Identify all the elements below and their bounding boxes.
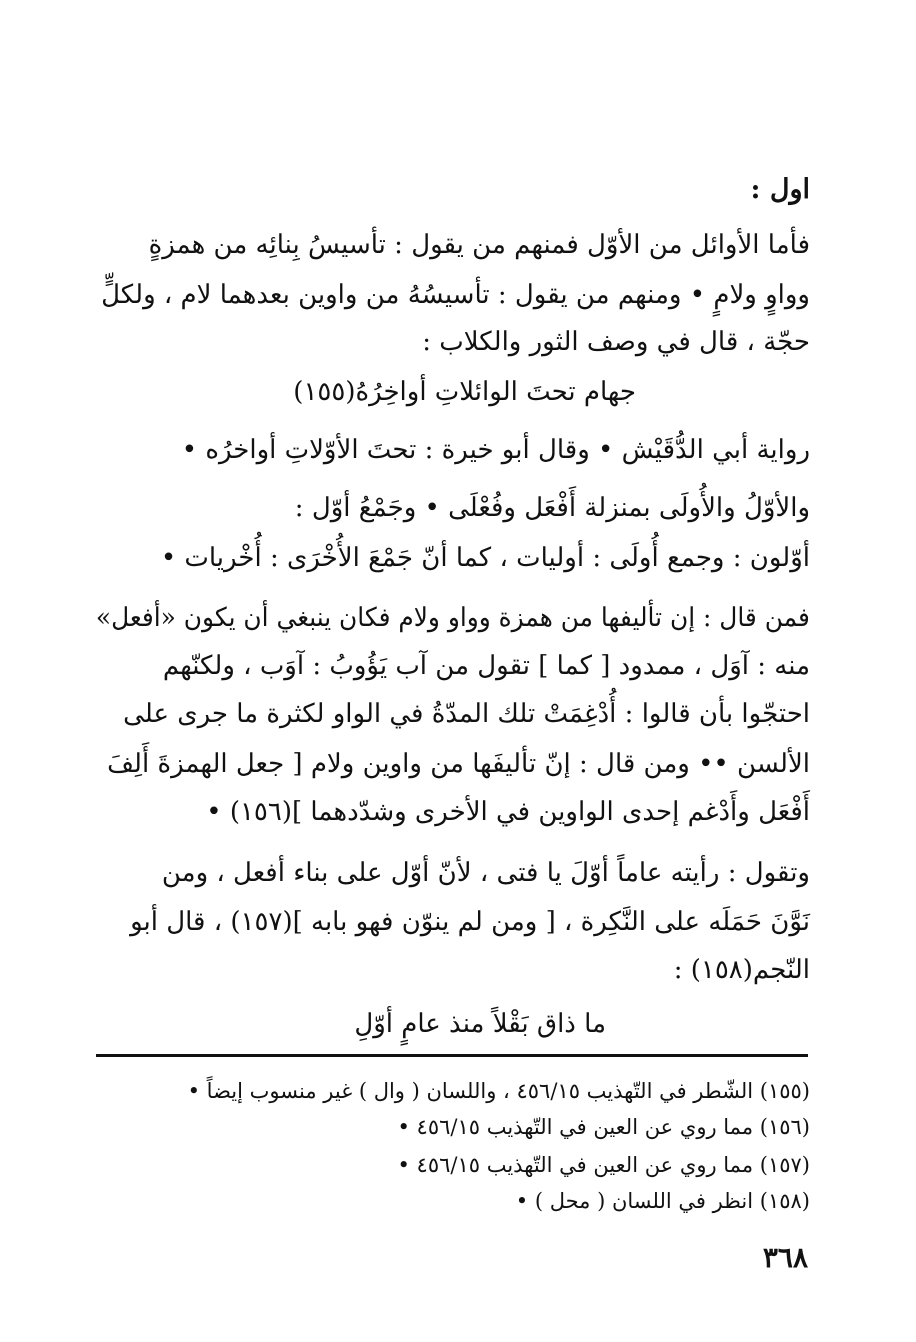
text-line: فمن قال : إن تأليفها من همزة وواو ولام فكان ينبغي أن يكون «أفعل»	[95, 603, 810, 633]
text-line: أوّلون : وجمع أُولَى : أوليات ، كما أنّ جَمْعَ الأُخْرَى : أُخْريات •	[160, 543, 810, 573]
text-line: احتجّوا بأن قالوا : أُدْغِمَتْ تلك المدّةُ في الواو لكثرة ما جرى على	[123, 699, 810, 729]
footnote: (١٥٦) مما روي عن العين في التّهذيب ٤٥٦/١٥ •	[397, 1115, 810, 1139]
text-line: نَوَّنَ حَمَلَه على النَّكِرة ، [ ومن لم ينوّن فهو بابه ](١٥٧) ، قال أبو	[130, 907, 810, 937]
text-line: منه : آوَل ، ممدود [ كما ] تقول من آب يَؤُوبُ : آوَب ، ولكنّهم	[162, 651, 810, 681]
footnote: (١٥٥) الشّطر في التّهذيب ٤٥٦/١٥ ، واللسان ( وال ) غير منسوب إيضاً •	[187, 1079, 810, 1103]
verse-line: ما ذاق بَقْلاً منذ عامٍ أوّلِ	[354, 1009, 606, 1039]
text-line: فأما الأوائل من الأوّل فمنهم من يقول : تأسيسُ بِنائِه من همزةٍ	[148, 230, 810, 260]
text-line: الألسن •• ومن قال : إنّ تأليفَها من واوين ولام [ جعل الهمزةَ أَلِفَ	[107, 749, 810, 779]
text-line: حجّة ، قال في وصف الثور والكلاب :	[422, 327, 810, 357]
footnote: (١٥٨) انظر في اللسان ( محل ) •	[515, 1189, 810, 1213]
text-line: والأوّلُ والأُولَى بمنزلة أَفْعَل وفُعْلَى • وجَمْعُ أوّل :	[294, 493, 810, 523]
text-line: رواية أبي الدُّقَيْش • وقال أبو خيرة : تحتَ الأوّلاتِ أواخرُه •	[181, 435, 810, 465]
section-heading: اول :	[750, 174, 810, 205]
footnote: (١٥٧) مما روي عن العين في التّهذيب ٤٥٦/١٥ •	[397, 1153, 810, 1177]
verse-line: جهام تحتَ الوائلاتِ أواخِرُهُ(١٥٥)	[293, 377, 636, 407]
page-number: ٣٦٨	[762, 1241, 808, 1274]
text-line: وتقول : رأيته عاماً أوّلَ يا فتى ، لأنّ أوّل على بناء أفعل ، ومن	[161, 858, 810, 888]
text-line: أَفْعَل وأَدْغم إحدى الواوين في الأخرى وشدّدهما ](١٥٦) •	[206, 797, 810, 827]
footnote-divider	[96, 1054, 808, 1057]
text-line: وواوٍ ولامٍ • ومنهم من يقول : تأسيسُهُ من واوين بعدهما لام ، ولكلٍّ	[101, 280, 810, 310]
text-line: النّجم(١٥٨) :	[673, 955, 810, 985]
